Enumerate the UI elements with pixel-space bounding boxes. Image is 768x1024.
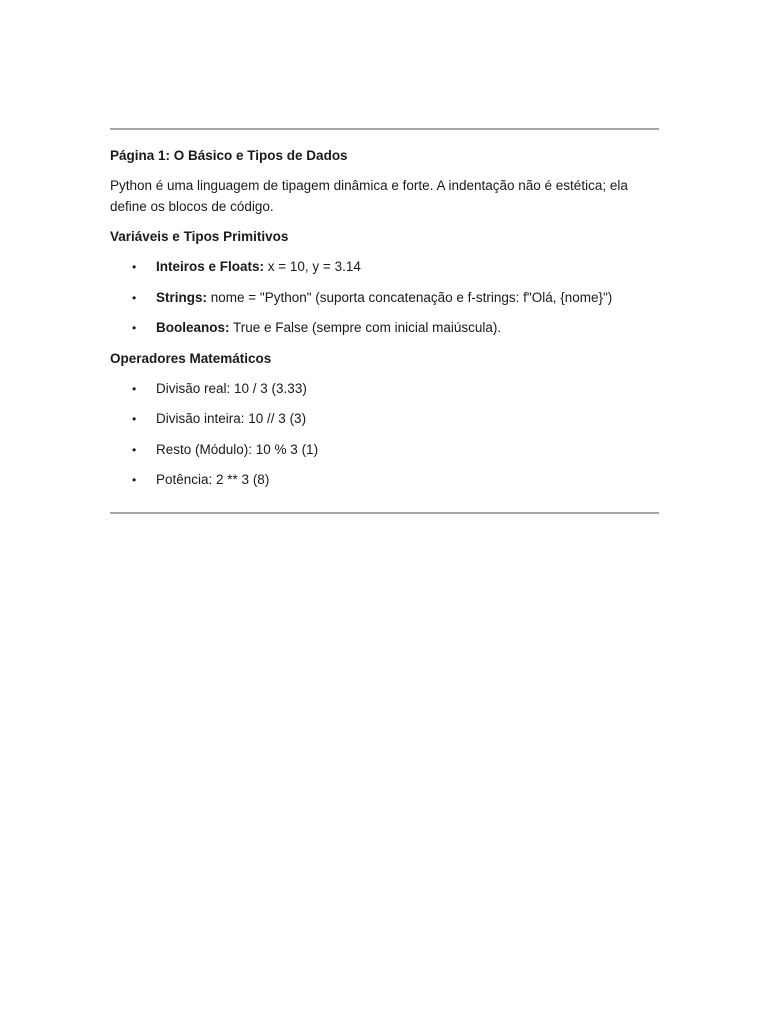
item-text: True e False (sempre com inicial maiúscula). (229, 320, 502, 335)
bullet-icon: • (132, 442, 137, 457)
item-text: Resto (Módulo): 10 % 3 (1) (156, 441, 319, 457)
item-text: nome = "Python" (suporta concatenação e f-strings: f"Olá, {nome}") (207, 289, 613, 305)
bottom-divider (110, 512, 659, 514)
variables-list (110, 257, 659, 339)
bullet-icon: • (132, 412, 137, 426)
list-item (110, 379, 659, 400)
document-page (110, 128, 659, 514)
bullet-icon: • (132, 381, 137, 396)
bullet-icon: • (132, 321, 137, 335)
bullet-icon: • (132, 290, 137, 305)
item-text: x = 10, y = 3.14 (264, 259, 361, 274)
operators-list (110, 379, 659, 491)
list-item (110, 440, 659, 461)
item-term: Inteiros e Floats: (156, 259, 265, 274)
variables-section-title: Variáveis e Tipos Primitivos (110, 229, 289, 244)
list-item (110, 409, 659, 430)
item-term: Strings: (156, 289, 208, 305)
operators-section-title: Operadores Matemáticos (110, 350, 272, 366)
intro-paragraph: Python é uma linguagem de tipagem dinâmica e forte. A indentação não é estética; ela define os blocos de código. (110, 178, 628, 214)
list-item (110, 257, 659, 278)
item-text: Divisão inteira: 10 // 3 (3) (156, 411, 307, 426)
list-item (110, 288, 659, 309)
page-title: Página 1: O Básico e Tipos de Dados (110, 148, 348, 163)
item-term: Booleanos: (156, 320, 230, 335)
item-text: Divisão real: 10 / 3 (3.33) (156, 380, 307, 396)
bullet-icon: • (132, 473, 137, 487)
list-item (110, 470, 659, 491)
bullet-icon: • (132, 260, 137, 274)
list-item (110, 318, 659, 339)
top-divider (110, 128, 659, 130)
item-text: Potência: 2 ** 3 (8) (156, 472, 270, 487)
